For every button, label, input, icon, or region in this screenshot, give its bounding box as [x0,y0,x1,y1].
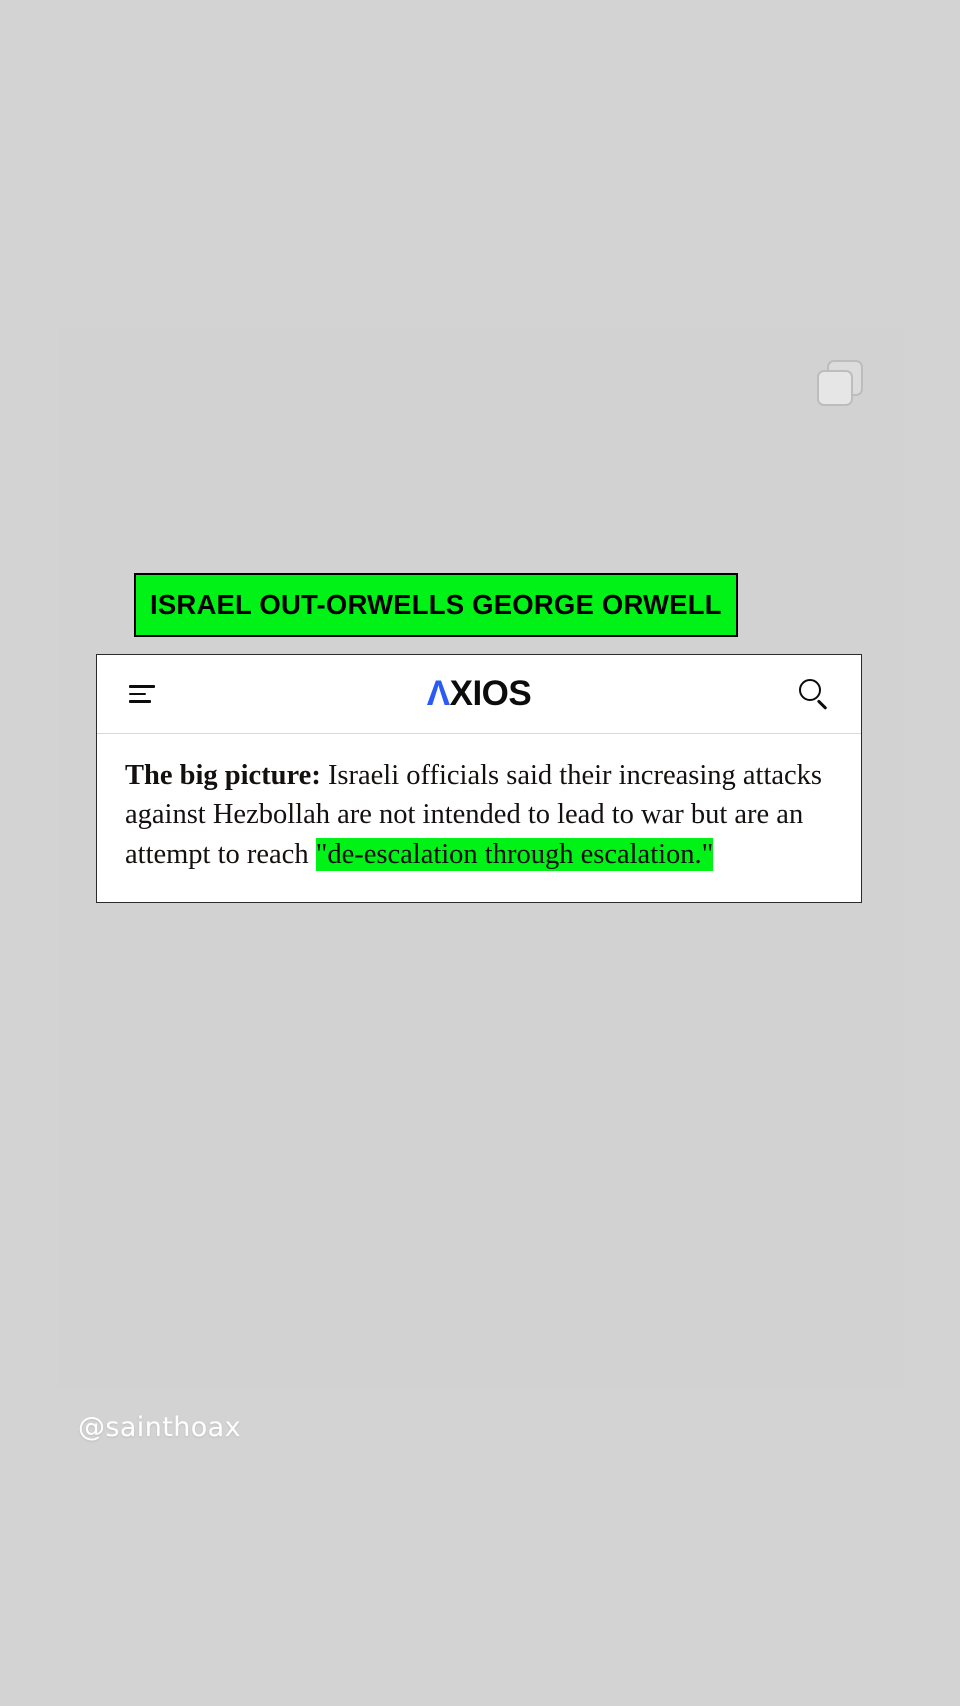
search-icon[interactable] [797,677,831,711]
hamburger-line-2 [129,693,146,696]
axios-logo-rest: XIOS [449,674,532,713]
article-body-text: Israeli officials said their increasing attacks against Hezbollah are not intended to lead to war but are an attempt to reach [125,760,823,870]
headline-container [134,573,824,637]
article-header [97,655,861,734]
article-lead-label: The big picture: [125,760,321,791]
headline-text: ISRAEL OUT-ORWELLS GEORGE ORWELL [134,573,738,637]
article-highlighted-quote: "de-escalation through escalation." [315,838,714,870]
search-icon-handle [817,699,827,709]
axios-logo-initial: Λ [426,674,450,713]
article-body [97,734,861,902]
hamburger-menu-icon[interactable] [129,685,157,703]
search-icon-ring [799,679,821,701]
axios-logo[interactable] [427,674,532,714]
author-handle: @sainthoax [78,1412,241,1443]
article-screenshot-card [96,654,862,903]
hamburger-line-1 [129,685,155,688]
story-canvas [58,328,903,1388]
hamburger-line-3 [129,700,151,703]
copy-icon[interactable] [817,360,863,406]
copy-icon-front-sheet [817,370,853,406]
